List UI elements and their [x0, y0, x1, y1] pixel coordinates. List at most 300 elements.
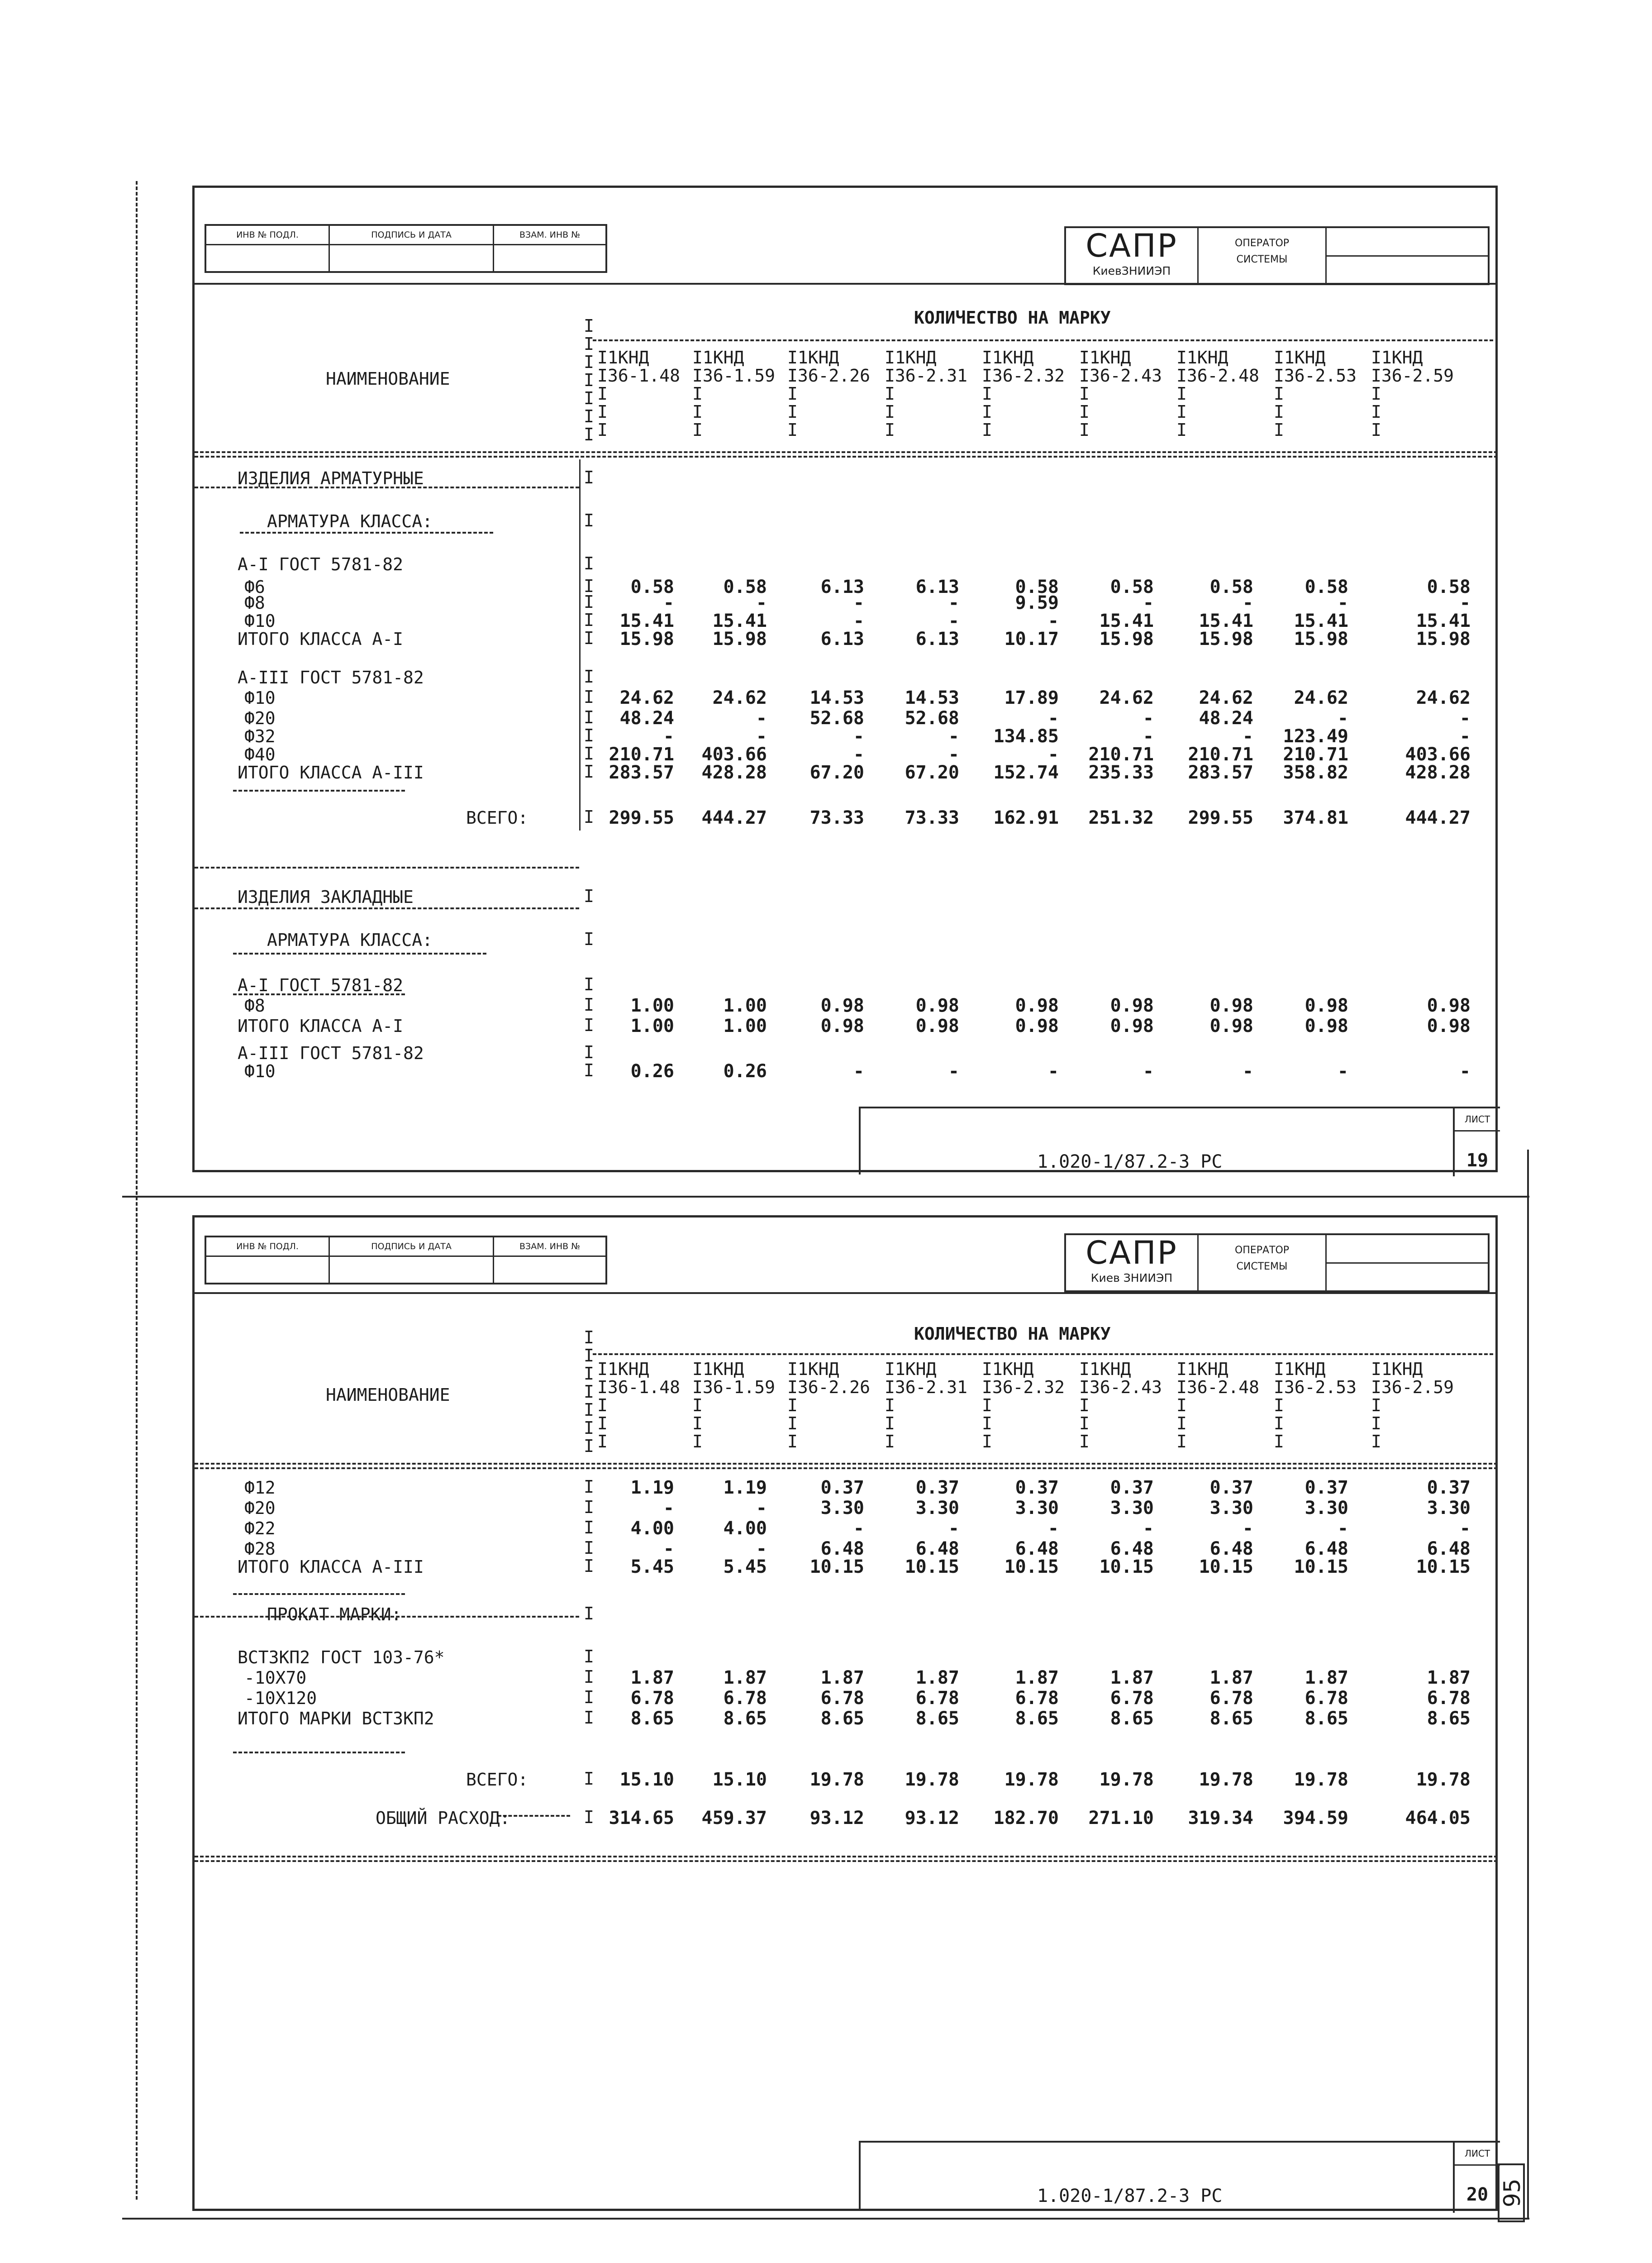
- column-divider: I: [787, 420, 798, 440]
- row-label: АРМАТУРА КЛАССА:: [267, 930, 433, 950]
- cell-value: 6.13: [820, 629, 864, 649]
- cell-value: 3.30: [1209, 1498, 1253, 1518]
- row-divider: I: [584, 468, 594, 487]
- cell-value: -: [1242, 1061, 1253, 1082]
- cell-value: -: [853, 1061, 864, 1082]
- column-header-top: I1КНД: [885, 1359, 937, 1379]
- row-divider: I: [584, 511, 594, 530]
- column-header-code: I36-1.48: [597, 1377, 681, 1397]
- cell-value: 0.37: [1427, 1477, 1471, 1498]
- cell-value: 3.30: [820, 1498, 864, 1518]
- cell-value: 15.98: [1416, 629, 1471, 649]
- cell-value: 93.12: [905, 1808, 959, 1829]
- cell-value: 0.98: [1015, 1016, 1059, 1036]
- row-label: Ф10: [244, 1061, 276, 1081]
- cell-value: 8.65: [820, 1708, 864, 1729]
- cell-value: 8.65: [723, 1708, 767, 1729]
- cell-value: 1.87: [915, 1667, 959, 1688]
- row-label: ВСЕГО:: [466, 1770, 528, 1790]
- row-divider: I: [584, 1015, 594, 1035]
- cell-value: 10.15: [1004, 1556, 1059, 1577]
- column-divider: I: [1079, 1413, 1090, 1433]
- column-header-top: I1КНД: [1274, 348, 1326, 368]
- row-label: Ф22: [244, 1518, 276, 1538]
- cell-value: 6.78: [1110, 1688, 1154, 1709]
- cell-value: 17.89: [1004, 687, 1059, 708]
- cell-value: 403.66: [701, 744, 767, 765]
- row-label: Ф10: [244, 688, 276, 708]
- cell-value: 428.28: [1405, 762, 1471, 783]
- cell-value: 0.98: [1427, 995, 1471, 1016]
- column-header-code: I36-2.53: [1274, 1377, 1357, 1397]
- column-divider: I: [597, 402, 608, 422]
- cell-value: 6.48: [1015, 1538, 1059, 1559]
- cell-value: -: [1242, 1518, 1253, 1539]
- cell-value: 0.58: [1427, 577, 1471, 597]
- cell-value: 0.98: [1209, 1016, 1253, 1036]
- row-label: ОБЩИЙ РАСХОД:: [376, 1808, 510, 1828]
- column-header-code: I36-1.59: [692, 366, 776, 386]
- sapr-logo: САПР Киев ЗНИИЭП: [1066, 1235, 1199, 1290]
- cell-value: -: [756, 592, 767, 613]
- column-divider: I: [982, 384, 992, 404]
- column-divider: I: [1176, 1395, 1187, 1415]
- cell-value: 15.98: [1294, 629, 1348, 649]
- cell-value: 1.19: [630, 1477, 674, 1498]
- row-label: -10Х70: [244, 1668, 307, 1688]
- row-label: АРМАТУРА КЛАССА:: [267, 511, 433, 531]
- row-divider: I: [584, 576, 594, 596]
- cell-value: -: [1143, 726, 1154, 747]
- column-header-top: I1КНД: [597, 348, 649, 368]
- row-label: ИТОГО КЛАССА А-III: [238, 1557, 424, 1577]
- column-header-code: I36-2.26: [787, 366, 871, 386]
- cell-value: -: [853, 1518, 864, 1539]
- column-header-top: I1КНД: [982, 1359, 1034, 1379]
- cell-value: 0.98: [1110, 1016, 1154, 1036]
- column-divider: I: [1371, 402, 1381, 422]
- cell-value: 444.27: [701, 807, 767, 828]
- bottom-edge: [122, 2218, 1529, 2220]
- column-divider: I: [1371, 384, 1381, 404]
- cell-value: 15.98: [712, 629, 767, 649]
- cell-value: 19.78: [1099, 1769, 1154, 1790]
- cell-value: 1.19: [723, 1477, 767, 1498]
- column-header-code: I36-2.48: [1176, 366, 1260, 386]
- cell-value: -: [756, 1538, 767, 1559]
- cell-value: -: [663, 1498, 674, 1518]
- doc-code: 1.020-1/87.2-3 РС: [1037, 2186, 1223, 2206]
- column-header-top: I1КНД: [597, 1359, 649, 1379]
- right-edge: [1527, 1150, 1529, 2218]
- row-label: -10Х120: [244, 1688, 317, 1708]
- row-label: Ф28: [244, 1539, 276, 1559]
- cell-value: 15.98: [619, 629, 674, 649]
- cell-value: 0.98: [1110, 995, 1154, 1016]
- row-divider: I: [584, 1538, 594, 1558]
- column-divider: I: [692, 420, 703, 440]
- cell-value: 15.10: [712, 1769, 767, 1790]
- row-divider: I: [584, 628, 594, 648]
- column-divider: I: [1274, 402, 1284, 422]
- cell-value: 1.87: [820, 1667, 864, 1688]
- cell-value: 210.71: [609, 744, 674, 765]
- cell-value: 24.62: [1294, 687, 1348, 708]
- row-label: А-I ГОСТ 5781-82: [238, 554, 404, 574]
- cell-value: -: [1047, 708, 1059, 729]
- column-divider: I: [1079, 420, 1090, 440]
- column-divider: I: [1371, 1413, 1381, 1433]
- cell-value: 6.78: [1304, 1688, 1348, 1709]
- cell-value: 15.41: [1199, 611, 1253, 631]
- column-header-code: I36-1.48: [597, 366, 681, 386]
- sheet-20: [192, 1215, 1498, 2211]
- column-divider: I: [1079, 1395, 1090, 1415]
- row-label: ПРОКАТ МАРКИ:: [267, 1604, 402, 1624]
- sheet-19: [192, 186, 1498, 1172]
- column-divider: I: [982, 402, 992, 422]
- cell-value: 0.37: [1304, 1477, 1348, 1498]
- cell-value: 1.00: [723, 1016, 767, 1036]
- name-header: НАИМЕНОВАНИЕ: [326, 369, 450, 389]
- cell-value: 0.98: [820, 1016, 864, 1036]
- cell-value: 9.59: [1015, 592, 1059, 613]
- row-label: ИТОГО КЛАССА А-I: [238, 629, 404, 649]
- cell-value: -: [853, 611, 864, 631]
- column-divider: I: [885, 1395, 895, 1415]
- cell-value: 6.78: [630, 1688, 674, 1709]
- column-header-code: I36-2.32: [982, 1377, 1065, 1397]
- cell-value: -: [1337, 1518, 1348, 1539]
- cell-value: 210.71: [1088, 744, 1154, 765]
- column-header-top: I1КНД: [982, 348, 1034, 368]
- sheet-label: ЛИСТ: [1455, 2143, 1500, 2166]
- cell-value: 0.58: [630, 577, 674, 597]
- column-divider: I: [1176, 1413, 1187, 1433]
- column-divider: I: [982, 420, 992, 440]
- column-divider: I: [597, 1395, 608, 1415]
- cell-value: 314.65: [609, 1808, 674, 1829]
- cell-value: 1.87: [723, 1667, 767, 1688]
- column-divider: I: [787, 1432, 798, 1451]
- row-divider: I: [584, 744, 594, 764]
- cell-value: -: [1337, 1061, 1348, 1082]
- row-divider: I: [584, 1687, 594, 1707]
- cell-value: 73.33: [809, 807, 864, 828]
- cell-value: 8.65: [1209, 1708, 1253, 1729]
- cell-value: 0.58: [1209, 577, 1253, 597]
- row-label: Ф12: [244, 1478, 276, 1498]
- cell-value: 0.98: [1304, 1016, 1348, 1036]
- cell-value: 299.55: [609, 807, 674, 828]
- cell-value: 14.53: [905, 687, 959, 708]
- cell-value: 1.87: [1209, 1667, 1253, 1688]
- approval-stamp: [205, 1236, 607, 1284]
- column-header-code: I36-2.31: [885, 1377, 968, 1397]
- sign-date-label: ПОДПИСЬ И ДАТА: [330, 226, 494, 244]
- cell-value: 319.34: [1188, 1808, 1253, 1829]
- cell-value: 15.41: [1294, 611, 1348, 631]
- cell-value: -: [948, 1061, 959, 1082]
- column-divider: I: [1176, 420, 1187, 440]
- cell-value: 152.74: [993, 762, 1059, 783]
- cell-value: -: [853, 592, 864, 613]
- cell-value: 24.62: [712, 687, 767, 708]
- column-header-top: I1КНД: [1371, 1359, 1423, 1379]
- cell-value: -: [1459, 1518, 1471, 1539]
- cell-value: 48.24: [619, 708, 674, 729]
- row-divider-marks: I I I I I I I: [584, 316, 594, 444]
- cell-value: 15.41: [619, 611, 674, 631]
- cell-value: 15.98: [1199, 629, 1253, 649]
- cell-value: -: [1459, 592, 1471, 613]
- cell-value: 24.62: [1416, 687, 1471, 708]
- column-divider: I: [1371, 1395, 1381, 1415]
- row-divider: I: [584, 687, 594, 707]
- cell-value: -: [1143, 1518, 1154, 1539]
- row-label: ИТОГО КЛАССА А-III: [238, 763, 424, 783]
- cell-value: 6.78: [1015, 1688, 1059, 1709]
- cell-value: 0.37: [915, 1477, 959, 1498]
- column-divider: I: [597, 1413, 608, 1433]
- row-divider: I: [584, 974, 594, 994]
- column-divider: I: [597, 384, 608, 404]
- column-header-top: I1КНД: [692, 1359, 744, 1379]
- row-divider: I: [584, 1708, 594, 1728]
- sign-date-label: ПОДПИСЬ И ДАТА: [330, 1237, 494, 1256]
- cell-value: 6.48: [915, 1538, 959, 1559]
- row-label: Ф10: [244, 611, 276, 631]
- cell-value: 0.98: [1427, 1016, 1471, 1036]
- column-divider: I: [1371, 420, 1381, 440]
- cell-value: 5.45: [723, 1556, 767, 1577]
- cell-value: -: [1143, 1061, 1154, 1082]
- cell-value: 19.78: [1199, 1769, 1253, 1790]
- cell-value: 444.27: [1405, 807, 1471, 828]
- row-divider: I: [584, 1556, 594, 1576]
- cell-value: -: [1459, 726, 1471, 747]
- row-divider: I: [584, 1042, 594, 1062]
- cell-value: 10.15: [1099, 1556, 1154, 1577]
- cell-value: -: [756, 708, 767, 729]
- cell-value: 1.87: [1110, 1667, 1154, 1688]
- cell-value: 358.82: [1283, 762, 1348, 783]
- cell-value: -: [948, 726, 959, 747]
- column-divider: I: [885, 402, 895, 422]
- column-header-top: I1КНД: [787, 1359, 839, 1379]
- column-divider: I: [1079, 384, 1090, 404]
- cell-value: -: [1047, 611, 1059, 631]
- row-divider: I: [584, 610, 594, 630]
- qty-header: КОЛИЧЕСТВО НА МАРКУ: [914, 1324, 1111, 1344]
- cell-value: 8.65: [1110, 1708, 1154, 1729]
- cell-value: 1.87: [1427, 1667, 1471, 1688]
- cell-value: -: [948, 1518, 959, 1539]
- row-divider: I: [584, 707, 594, 727]
- column-divider: I: [787, 402, 798, 422]
- row-label: ИТОГО МАРКИ ВСТ3КП2: [238, 1709, 434, 1728]
- column-divider: I: [787, 1413, 798, 1433]
- operator-label: ОПЕРАТОР СИСТЕМЫ: [1199, 1235, 1327, 1290]
- cell-value: -: [663, 1538, 674, 1559]
- column-header-code: I36-2.59: [1371, 366, 1454, 386]
- title-block-20: [859, 2141, 1500, 2211]
- cell-value: 5.45: [630, 1556, 674, 1577]
- cell-value: -: [948, 744, 959, 765]
- row-label: Ф8: [244, 996, 265, 1016]
- cell-value: 3.30: [1304, 1498, 1348, 1518]
- cell-value: 235.33: [1088, 762, 1154, 783]
- sapr-logo: САПР КиевЗНИИЭП: [1066, 228, 1199, 283]
- cell-value: -: [853, 744, 864, 765]
- cell-value: 6.13: [820, 577, 864, 597]
- row-divider: I: [584, 667, 594, 687]
- cell-value: 1.00: [630, 995, 674, 1016]
- column-divider: I: [1274, 420, 1284, 440]
- title-block-19: [859, 1107, 1500, 1174]
- column-header-top: I1КНД: [1274, 1359, 1326, 1379]
- cell-value: 3.30: [1015, 1498, 1059, 1518]
- row-label: А-III ГОСТ 5781-82: [238, 1043, 424, 1063]
- cell-value: 10.15: [905, 1556, 959, 1577]
- cell-value: 15.98: [1099, 629, 1154, 649]
- cell-value: -: [663, 726, 674, 747]
- cell-value: 10.15: [1294, 1556, 1348, 1577]
- cell-value: 10.17: [1004, 629, 1059, 649]
- cell-value: 52.68: [809, 708, 864, 729]
- column-divider: I: [982, 1395, 992, 1415]
- cell-value: 0.98: [915, 1016, 959, 1036]
- cell-value: 10.15: [1199, 1556, 1253, 1577]
- cell-value: -: [1047, 1518, 1059, 1539]
- cell-value: 283.57: [609, 762, 674, 783]
- row-divider-marks: I I I I I I I: [584, 1327, 594, 1456]
- cell-value: 1.00: [723, 995, 767, 1016]
- cell-value: -: [948, 611, 959, 631]
- cell-value: -: [1143, 592, 1154, 613]
- cell-value: -: [1047, 1061, 1059, 1082]
- binding-line-left: [136, 181, 138, 2200]
- cell-value: -: [1459, 708, 1471, 729]
- row-label: ИЗДЕЛИЯ АРМАТУРНЫЕ: [238, 468, 424, 488]
- cell-value: -: [1459, 1061, 1471, 1082]
- qty-header: КОЛИЧЕСТВО НА МАРКУ: [914, 308, 1111, 328]
- cell-value: 6.48: [1427, 1538, 1471, 1559]
- cell-value: 8.65: [630, 1708, 674, 1729]
- column-divider: I: [692, 402, 703, 422]
- cell-value: 6.78: [1427, 1688, 1471, 1709]
- cell-value: 464.05: [1405, 1808, 1471, 1829]
- column-divider: I: [692, 1395, 703, 1415]
- cell-value: 19.78: [1294, 1769, 1348, 1790]
- row-divider: I: [584, 1518, 594, 1537]
- cell-value: 19.78: [1416, 1769, 1471, 1790]
- sheet-number: 20: [1466, 2184, 1489, 2205]
- cell-value: 134.85: [993, 726, 1059, 747]
- row-divider: I: [584, 807, 594, 827]
- cell-value: 0.98: [1209, 995, 1253, 1016]
- column-header-top: I1КНД: [1371, 348, 1423, 368]
- cell-value: 8.65: [1304, 1708, 1348, 1729]
- cell-value: 6.48: [1304, 1538, 1348, 1559]
- column-divider: I: [787, 1395, 798, 1415]
- cell-value: 73.33: [905, 807, 959, 828]
- cell-value: 24.62: [1099, 687, 1154, 708]
- column-header-top: I1КНД: [1176, 1359, 1228, 1379]
- cell-value: 4.00: [723, 1518, 767, 1539]
- cell-value: 1.87: [630, 1667, 674, 1688]
- cell-value: 6.78: [915, 1688, 959, 1709]
- row-label: ВСЕГО:: [466, 808, 528, 828]
- column-divider: I: [885, 384, 895, 404]
- row-label: Ф6: [244, 577, 265, 597]
- cell-value: 52.68: [905, 708, 959, 729]
- row-divider: I: [584, 1667, 594, 1687]
- column-divider: I: [982, 1432, 992, 1451]
- cell-value: -: [1047, 744, 1059, 765]
- row-label: Ф8: [244, 593, 265, 613]
- cell-value: 182.70: [993, 1808, 1059, 1829]
- sheet-label: ЛИСТ: [1455, 1108, 1500, 1132]
- column-divider: I: [1371, 1432, 1381, 1451]
- cell-value: 6.78: [820, 1688, 864, 1709]
- cell-value: 0.58: [1110, 577, 1154, 597]
- cell-value: 0.98: [915, 995, 959, 1016]
- column-header-code: I36-2.31: [885, 366, 968, 386]
- cell-value: 19.78: [905, 1769, 959, 1790]
- cell-value: 24.62: [619, 687, 674, 708]
- cell-value: 394.59: [1283, 1808, 1348, 1829]
- cell-value: 6.78: [723, 1688, 767, 1709]
- cell-value: 403.66: [1405, 744, 1471, 765]
- cell-value: 15.41: [1416, 611, 1471, 631]
- cell-value: -: [756, 726, 767, 747]
- cell-value: 162.91: [993, 807, 1059, 828]
- approval-stamp: [205, 224, 607, 273]
- cell-value: 48.24: [1199, 708, 1253, 729]
- row-divider: I: [584, 1769, 594, 1789]
- column-header-code: I36-1.59: [692, 1377, 776, 1397]
- row-divider: I: [584, 762, 594, 782]
- cell-value: 67.20: [809, 762, 864, 783]
- cell-value: 24.62: [1199, 687, 1253, 708]
- cell-value: -: [663, 592, 674, 613]
- cell-value: 6.48: [820, 1538, 864, 1559]
- column-divider: I: [1274, 1395, 1284, 1415]
- row-divider: I: [584, 726, 594, 745]
- cell-value: 6.13: [915, 577, 959, 597]
- cell-value: 283.57: [1188, 762, 1253, 783]
- inv-label: ИНВ № ПОДЛ.: [206, 1237, 330, 1256]
- cell-value: 0.37: [820, 1477, 864, 1498]
- sheet-separator: [122, 1196, 1529, 1198]
- name-header: НАИМЕНОВАНИЕ: [326, 1385, 450, 1405]
- row-divider: I: [584, 1807, 594, 1827]
- column-divider: I: [1274, 384, 1284, 404]
- cell-value: 210.71: [1283, 744, 1348, 765]
- cell-value: 459.37: [701, 1808, 767, 1829]
- cell-value: 1.87: [1015, 1667, 1059, 1688]
- cell-value: 15.41: [1099, 611, 1154, 631]
- column-header-top: I1КНД: [692, 348, 744, 368]
- row-divider: I: [584, 1477, 594, 1497]
- replace-inv-label: ВЗАМ. ИНВ №: [519, 230, 581, 240]
- cell-value: -: [948, 592, 959, 613]
- cell-value: 1.00: [630, 1016, 674, 1036]
- cell-value: 10.15: [1416, 1556, 1471, 1577]
- sapr-stamp: [1064, 1233, 1490, 1292]
- column-divider: I: [1274, 1413, 1284, 1433]
